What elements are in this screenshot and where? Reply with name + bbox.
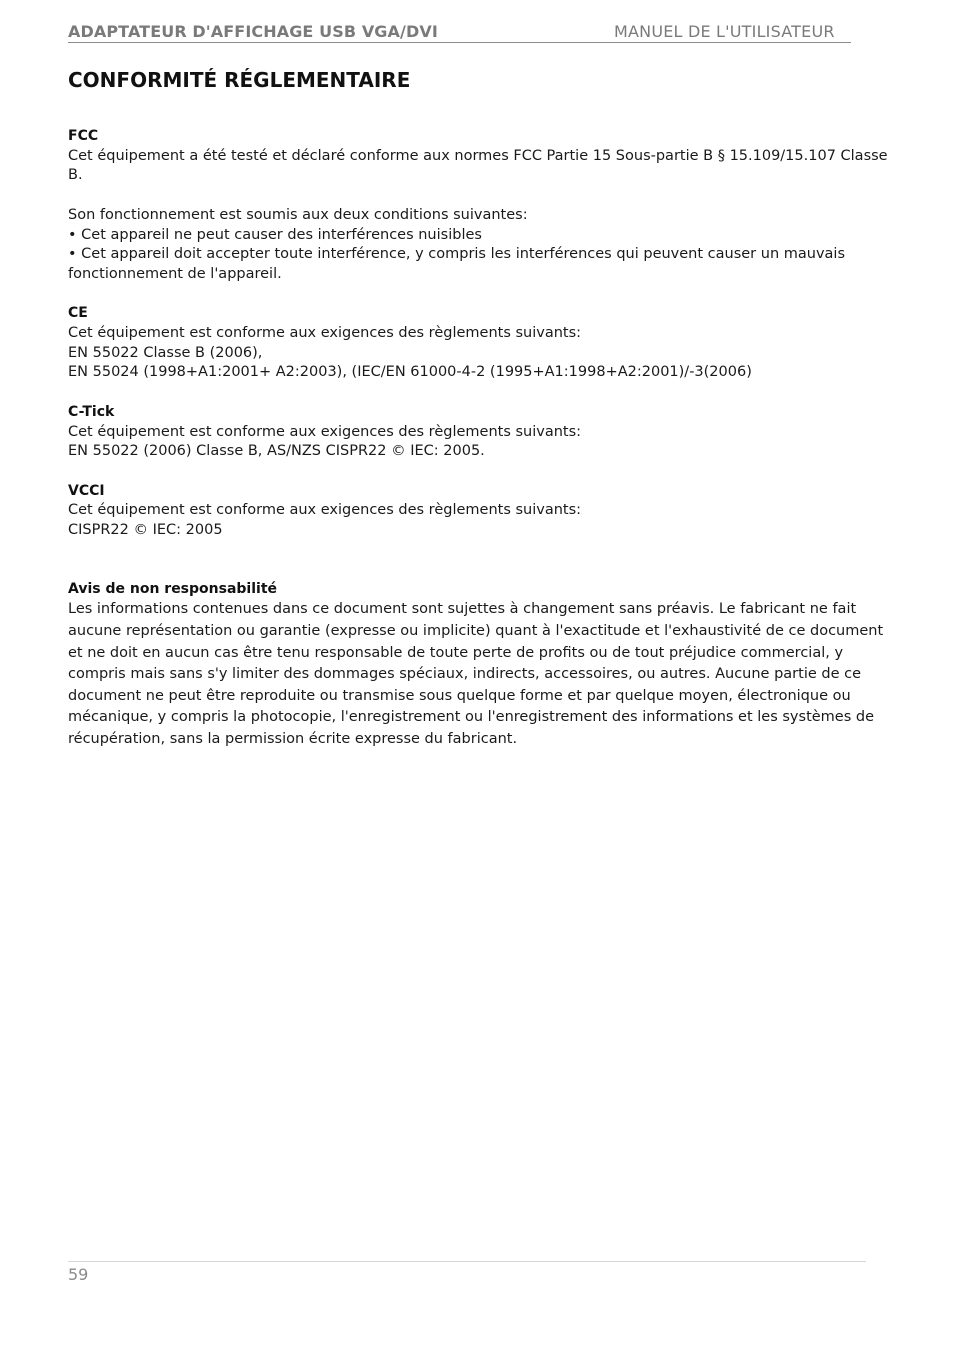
- ctick-section: [68, 403, 888, 462]
- footer-divider: [68, 1261, 866, 1262]
- ctick-statement: Cet équipement est conforme aux exigences des règlements suivants:: [68, 423, 582, 440]
- ce-section: [68, 304, 888, 383]
- fcc-conditions-intro: Son fonctionnement est soumis aux deux conditions suivantes:: [68, 206, 528, 223]
- vcci-section: [68, 482, 888, 541]
- fcc-heading: FCC: [68, 128, 99, 144]
- page-title: CONFORMITÉ RÉGLEMENTAIRE: [68, 68, 411, 92]
- ctick-standard: EN 55022 (2006) Classe B, AS/NZS CISPR22 © IEC: 2005.: [68, 443, 485, 460]
- ce-standard-2: EN 55024 (1998+A1:2001+ A2:2003), (IEC/EN 61000-4-2 (1995+A1:1998+A2:2001)/-3(2006): [68, 364, 752, 381]
- document-body: [68, 127, 888, 751]
- header-manual-label: MANUEL DE L'UTILISATEUR: [614, 22, 835, 41]
- vcci-statement: Cet équipement est conforme aux exigences des règlements suivants:: [68, 502, 582, 519]
- disclaimer-heading: Avis de non responsabilité: [68, 580, 278, 597]
- ce-statement: Cet équipement est conforme aux exigences des règlements suivants:: [68, 325, 582, 341]
- disclaimer-body: Les informations contenues dans ce document sont sujettes à changement sans préavis. Le fabricant ne fait aucune représentation ou garantie (expresse ou implicite) quant à l'exactitude et l'exhaustivité de ce document et ne doit en aucun cas être tenu responsable de toute perte de profits ou de tout préjudice commercial, y compris mais sans s'y limiter des dommages spéciaux, indirects, accessoires, ou autres. Aucune partie de ce document ne peut être reproduite ou transmise sous quelque forme et par quelque moyen, électronique ou mécanique, y compris la photocopie, l'enregistrement ou l'enregistrement des informations et les systèmes de récupération, sans la permission écrite expresse du fabricant.: [68, 601, 884, 747]
- page-number: 59: [68, 1265, 89, 1284]
- ctick-heading: C-Tick: [68, 403, 115, 420]
- vcci-heading: VCCI: [68, 482, 105, 499]
- fcc-section: [68, 127, 888, 285]
- page-header: [68, 21, 851, 43]
- ce-heading: CE: [68, 305, 88, 322]
- fcc-statement: Cet équipement a été testé et déclaré conforme aux normes FCC Partie 15 Sous-partie B § 15.109/15.107 Classe B.: [68, 147, 888, 184]
- fcc-condition-2: • Cet appareil doit accepter toute interférence, y compris les interférences qui peuvent causer un mauvais fonctionnement de l'appareil.: [68, 246, 845, 282]
- vcci-standard: CISPR22 © IEC: 2005: [68, 522, 223, 538]
- disclaimer-section: [68, 580, 888, 751]
- fcc-condition-1: • Cet appareil ne peut causer des interférences nuisibles: [68, 226, 482, 243]
- ce-standard-1: EN 55022 Classe B (2006),: [68, 344, 263, 361]
- header-product-name: ADAPTATEUR D'AFFICHAGE USB VGA/DVI: [68, 22, 438, 41]
